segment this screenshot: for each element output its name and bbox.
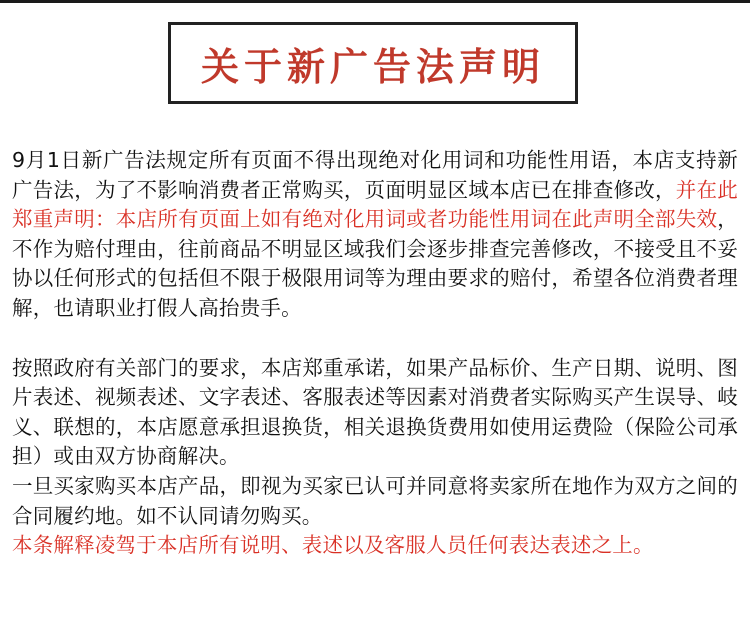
paragraph-commitment: 按照政府有关部门的要求，本店郑重承诺，如果产品标价、生产日期、说明、图片表述、视频表述、文字表述、客服表述等因素对消费者实际购买产生误导、岐义、联想的，本店愿意承担退换货，相关退换货费用如使用运费险（保险公司承担）或由双方协商解决。 (12, 355, 738, 469)
ad-law-text-part1: 9月1日新广告法规定所有页面不得出现绝对化用词和功能性用语，本店支持新广告法，为了不影响消费者正常购买，页面明显区域本店已在排查修改， (12, 148, 738, 202)
paragraph-ad-law (12, 146, 738, 324)
top-border-strip (0, 0, 750, 3)
paragraph-jurisdiction: 一旦买家购买本店产品，即视为买家已认可并同意将卖家所在地作为双方之间的合同履约地。如不认同请勿购买。 (12, 473, 738, 528)
paragraph-final-clause: 本条解释凌驾于本店所有说明、表述以及客服人员任何表达表述之上。 (12, 533, 654, 558)
page-title: 关于新广告法声明 (200, 44, 545, 89)
title-box (168, 22, 578, 104)
ad-law-highlight: 并在此郑重声明：本店所有页面上如有绝对化用词或者功能性用词在此声明全部失效 (12, 177, 738, 232)
statement-content (12, 146, 738, 561)
ad-law-text-part2: ，不作为赔付理由，往前商品不明显区域我们会逐步排查完善修改，不接受且不妥协以任何形式的包括但不限于极限用词等为理由要求的赔付，希望各位消费者理解，也请职业打假人高抬贵手。 (12, 207, 738, 320)
